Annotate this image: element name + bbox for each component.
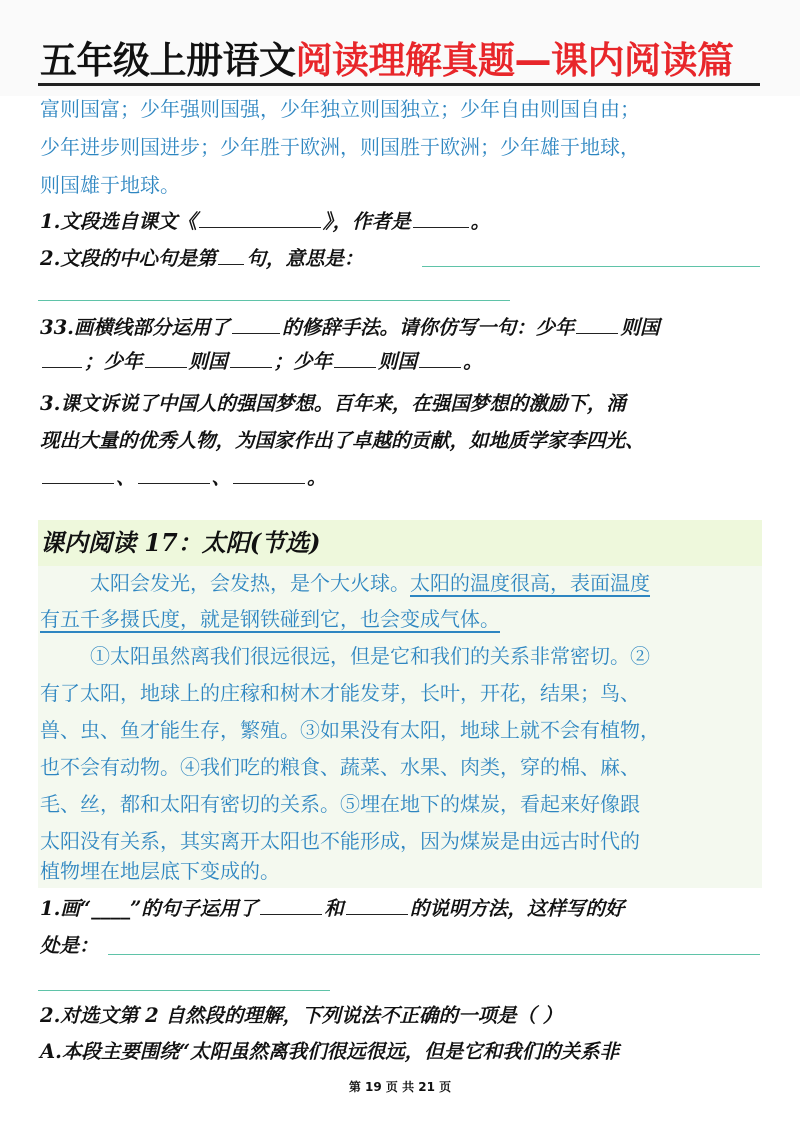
question-3-d: ；少年: [84, 350, 143, 373]
page-footer: 第 19 页 共 21 页: [348, 1080, 452, 1094]
answer-line[interactable]: [108, 954, 760, 955]
question-3-c: 则国: [620, 316, 660, 339]
question-1-end: 。: [470, 210, 491, 233]
answer-blank[interactable]: [334, 347, 376, 368]
question-1-mid: 》，作者是: [322, 210, 411, 233]
answer-blank[interactable]: [260, 894, 322, 915]
passage-2-underlined: 太阳的温度很高，表面温度: [410, 571, 650, 595]
answer-blank[interactable]: [419, 347, 461, 368]
answer-blank[interactable]: [199, 207, 321, 228]
page-title: [40, 38, 734, 84]
answer-blank[interactable]: [232, 313, 280, 334]
answer-blank[interactable]: [138, 463, 210, 484]
question-2-1: [40, 893, 624, 925]
answer-blank[interactable]: [413, 207, 469, 228]
question-3-f: ；少年: [273, 350, 333, 373]
question-2-2: 2.对选文第 2 自然段的理解，下列说法不正确的一项是（ ）: [40, 1004, 563, 1027]
answer-blank[interactable]: [230, 347, 272, 368]
question-3-a: 33.画横线部分运用了: [40, 316, 230, 339]
question-2-1-mid1: ”的句子运用了: [130, 897, 259, 920]
separator: 、: [116, 466, 136, 489]
question-2-1-prefix: 1.画“: [40, 897, 92, 920]
question-2-mid: 句，意思是：: [246, 247, 364, 270]
passage-2-line: 有了太阳，地球上的庄稼和树木才能发芽，长叶，开花，结果；鸟、: [40, 681, 640, 705]
question-2-1-end: 的说明方法，这样写的好: [409, 897, 625, 920]
question-2-1-line-2: 处是：: [40, 934, 99, 957]
question-2: [40, 243, 363, 275]
section-title: 课内阅读 17：太阳(节选): [40, 528, 321, 557]
option-a: A.本段主要围绕“太阳虽然离我们很远很远，但是它和我们的关系非: [40, 1040, 620, 1063]
separator: 、: [211, 466, 232, 489]
passage-2-line: 毛、丝，都和太阳有密切的关系。⑤埋在地下的煤炭，看起来好像跟: [40, 792, 640, 816]
answer-blank[interactable]: [42, 347, 82, 368]
question-2-prefix: 2.文段的中心句是第: [40, 247, 217, 270]
answer-blank[interactable]: [218, 244, 244, 265]
question-3-e: 则国: [188, 350, 228, 373]
question-4: 3.课文诉说了中国人的强国梦想。百年来，在强国梦想的激励下，涌: [40, 392, 626, 415]
passage-2-line: [90, 567, 650, 599]
answer-line[interactable]: [38, 990, 330, 991]
question-3-g: 则国: [378, 350, 418, 373]
answer-blank[interactable]: [233, 463, 305, 484]
passage-2-underlined: 有五千多摄氏度，就是钢铁碰到它，也会变成气体。: [40, 607, 500, 631]
question-3: [40, 312, 659, 344]
question-4-line-2: 现出大量的优秀人物，为国家作出了卓越的贡献，如地质学家李四光、: [40, 429, 645, 452]
question-3-b: 的修辞手法。请你仿写一句：少年: [281, 316, 575, 339]
title-underline: [38, 83, 760, 86]
line-mark: ____: [91, 897, 131, 920]
passage-2-line: [40, 603, 500, 635]
passage-2-line: 太阳没有关系，其实离开太阳也不能形成，因为煤炭是由远古时代的: [40, 829, 640, 853]
answer-blank[interactable]: [346, 894, 408, 915]
title-grade: 五年级上册语文: [40, 39, 296, 82]
passage-2-line: 兽、虫、鱼才能生存，繁殖。③如果没有太阳，地球上就不会有植物，: [40, 718, 660, 742]
passage-2-line: 也不会有动物。④我们吃的粮食、蔬菜、水果、肉类，穿的棉、麻、: [40, 755, 640, 779]
question-1: [40, 206, 490, 238]
question-3-h: 。: [463, 350, 483, 373]
question-3-continued: [40, 346, 483, 378]
question-2-1-mid2: 和: [324, 897, 344, 920]
answer-blank[interactable]: [42, 463, 114, 484]
passage-1-line: 则国雄于地球。: [40, 173, 180, 197]
question-4-end: 。: [307, 466, 327, 489]
passage-1-line: 富则国富；少年强则国强，少年独立则国独立；少年自由则国自由；: [40, 97, 640, 121]
title-topic: 阅读理解真题—课内阅读篇: [295, 39, 734, 82]
passage-2-line: ①太阳虽然离我们很远很远，但是它和我们的关系非常密切。②: [90, 644, 650, 668]
answer-line[interactable]: [422, 266, 760, 267]
answer-line[interactable]: [38, 300, 510, 301]
passage-2-line: 植物埋在地层底下变成的。: [40, 859, 280, 883]
passage-1-line: 少年进步则国进步；少年胜于欧洲，则国胜于欧洲；少年雄于地球，: [40, 135, 640, 159]
answer-blank[interactable]: [145, 347, 187, 368]
answer-blank[interactable]: [576, 313, 618, 334]
question-4-line-3: [40, 462, 327, 494]
question-1-prefix: 1.文段选自课文《: [40, 210, 197, 233]
passage-2-plain: 太阳会发光，会发热，是个大火球。: [90, 571, 410, 595]
